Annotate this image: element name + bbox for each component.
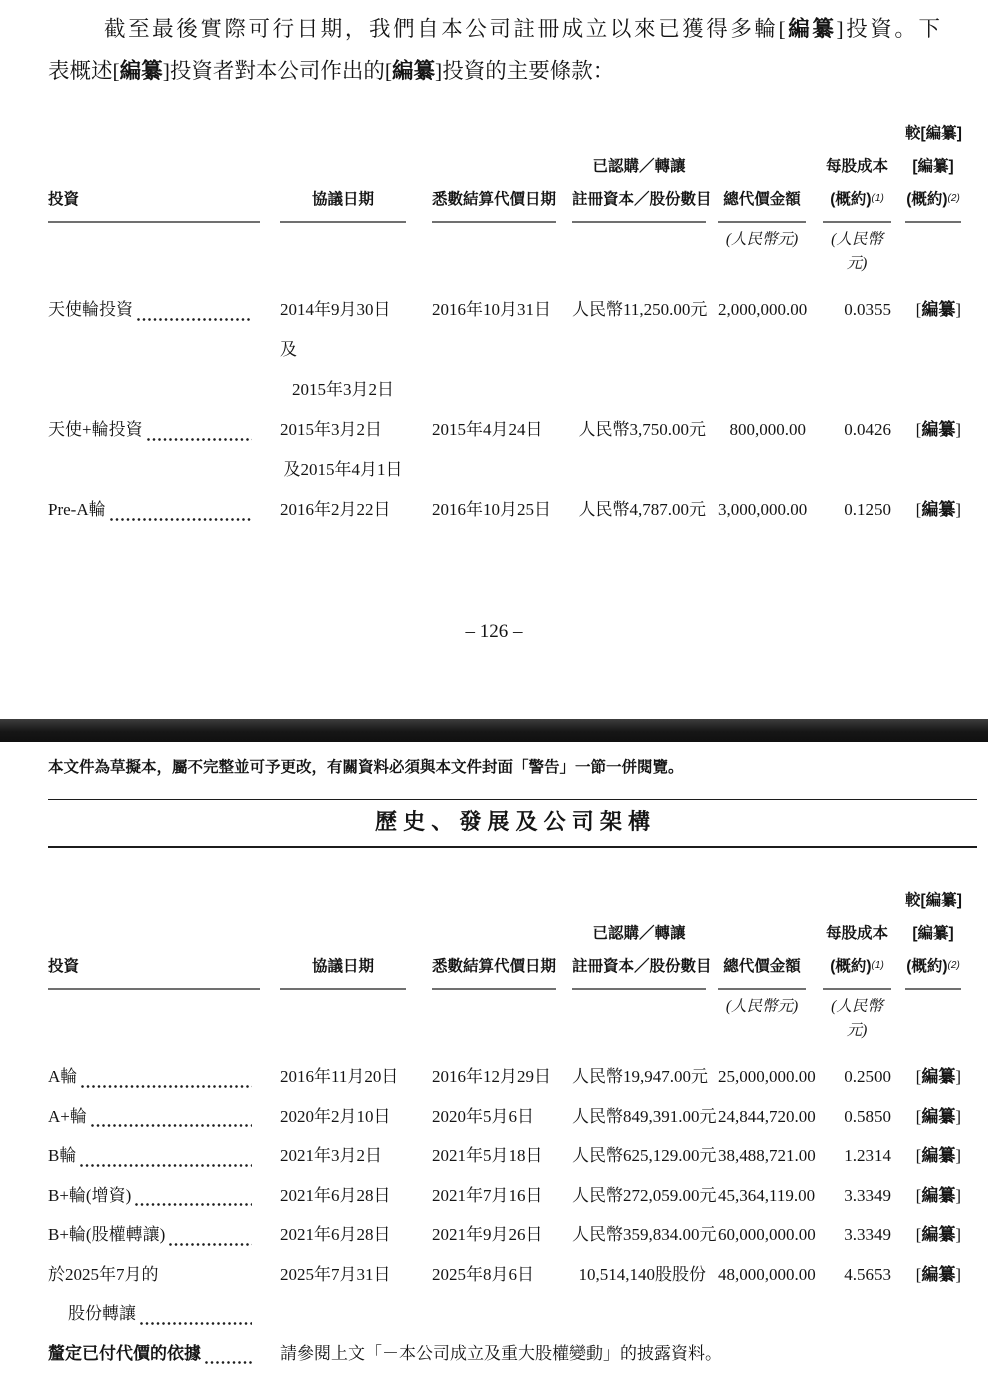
agreement-date-line: 2015年3月2日 (280, 420, 382, 439)
total-consideration-cell: 60,000,000.00 (718, 1225, 816, 1244)
column-header-line (823, 917, 891, 950)
total-consideration-cell: 25,000,000.00 (718, 1067, 816, 1086)
settlement-date-cell: 2020年5月6日 (432, 1106, 534, 1126)
column-header-total-consideration (718, 123, 806, 223)
column-header-line (905, 150, 961, 183)
total-consideration-cell: 800,000.00 (729, 420, 806, 439)
table-row (48, 490, 961, 530)
empty-unit-cell (432, 995, 556, 1019)
currency-unit-text: (人民幣元) (831, 998, 883, 1039)
agreement-date-line: 2021年6月28日 (280, 1185, 391, 1205)
empty-unit-cell (432, 228, 556, 252)
empty-unit-cell (572, 995, 706, 1019)
agreement-date-line: 2016年2月22日 (280, 500, 391, 519)
currency-unit-label (823, 995, 891, 1039)
column-header-total-consideration (718, 890, 806, 990)
column-header-agreement-date (280, 123, 406, 223)
column-header-text: 註冊資本／股份數目 (572, 191, 712, 208)
redacted-value-cell: [編纂] (915, 500, 961, 519)
agreement-date-cell (280, 1215, 406, 1255)
cost-per-share-cell: 4.5653 (844, 1264, 891, 1284)
table-body (48, 290, 961, 530)
column-header-text: 悉數結算代價日期 (432, 958, 557, 975)
currency-unit-text: (人民幣元) (725, 998, 799, 1015)
settlement-date-cell: 2021年7月16日 (432, 1185, 543, 1205)
investment-label-line (48, 1215, 260, 1255)
column-header-line (432, 183, 556, 216)
redacted-value-cell: [編纂] (915, 1146, 961, 1165)
capital-shares-cell: 人民幣359,834.00元 (572, 1225, 717, 1244)
currency-unit-text: (人民幣元) (831, 231, 883, 272)
column-header-line (823, 183, 891, 216)
settlement-date-cell: 2016年10月31日 (432, 300, 551, 319)
column-header-line (718, 183, 806, 216)
leader-dots (91, 1124, 252, 1127)
agreement-date-cell (280, 1097, 406, 1137)
table-units-row (48, 228, 961, 272)
column-header-line (823, 950, 891, 983)
column-header-line (280, 183, 406, 216)
agreement-date-cell (280, 1136, 406, 1176)
column-header-subscribed-capital (572, 890, 712, 990)
column-header-text: 協議日期 (311, 958, 374, 975)
currency-unit-text: (人民幣元) (725, 231, 799, 248)
capital-shares-cell: 人民幣19,947.00元 (572, 1067, 708, 1086)
footnote-marker: (1) (871, 193, 884, 204)
column-header-premium-redacted (905, 890, 961, 990)
total-consideration-cell: 38,488,721.00 (718, 1146, 816, 1165)
column-header-text: [編纂] (912, 158, 954, 175)
investment-label: 天使輪投資 (48, 300, 133, 319)
currency-unit-label (823, 228, 891, 272)
leader-dots (110, 518, 252, 521)
capital-shares-cell: 人民幣3,750.00元 (578, 420, 706, 439)
column-header-line (432, 950, 556, 983)
agreement-date-line: 2015年3月2日 (292, 380, 394, 399)
leader-dots (140, 1322, 252, 1325)
investment-label-line (48, 1097, 260, 1137)
column-header-text: 投資 (48, 958, 80, 975)
intro-paragraph (48, 8, 940, 92)
investment-label: 釐定已付代價的依據 (48, 1343, 201, 1363)
table-row (48, 1255, 961, 1334)
column-header-agreement-date (280, 890, 406, 990)
cost-per-share-cell: 0.0355 (844, 300, 891, 319)
redacted-value-cell: [編纂] (915, 1106, 961, 1126)
investment-cell (48, 1334, 260, 1374)
investment-label: 股份轉讓 (68, 1304, 136, 1323)
currency-unit-label (718, 995, 806, 1019)
capital-shares-cell: 人民幣849,391.00元 (572, 1106, 717, 1126)
column-header-text: 總代價金額 (723, 191, 801, 208)
investment-label: B+輪(股權轉讓) (48, 1225, 166, 1244)
column-header-line (48, 183, 260, 216)
table-units-row (48, 995, 961, 1039)
investment-label-line (48, 290, 260, 330)
investment-cell (48, 1176, 260, 1216)
table-body (48, 1057, 961, 1373)
leader-dots (80, 1164, 252, 1167)
column-header-line (823, 150, 891, 183)
column-header-text: 協議日期 (311, 191, 374, 208)
investment-label-line (48, 1136, 260, 1176)
page-number: – 126 – (465, 621, 523, 642)
column-header-text: (概約) (830, 958, 872, 975)
column-header-cost-per-share (823, 123, 891, 223)
column-header-text: 投資 (48, 191, 80, 208)
column-header-line (572, 150, 706, 183)
settlement-date-cell: 2015年4月24日 (432, 420, 543, 439)
column-header-investment (48, 890, 260, 990)
leader-dots (147, 438, 252, 441)
cost-per-share-cell: 0.0426 (844, 420, 891, 439)
page-separator-bar (0, 719, 988, 742)
column-header-cost-per-share (823, 890, 891, 990)
agreement-date-line: 2020年2月10日 (280, 1106, 391, 1126)
column-header-line (905, 950, 961, 983)
capital-shares-cell: 人民幣625,129.00元 (572, 1146, 717, 1165)
cost-per-share-cell: 0.1250 (844, 500, 891, 519)
empty-unit-cell (905, 228, 961, 252)
investment-cell (48, 1136, 260, 1176)
note-cell: 請參閱上文「－本公司成立及重大股權變動」的披露資料。 (280, 1343, 722, 1363)
investment-label: 於2025年7月的 (48, 1264, 159, 1284)
leader-dots (205, 1361, 252, 1364)
agreement-date-line: 2014年9月30日及 (280, 300, 391, 359)
column-header-text: [編纂] (912, 925, 954, 942)
agreement-date-cell (280, 490, 406, 530)
agreement-date-cell (280, 1057, 406, 1097)
investment-label: B輪 (48, 1146, 77, 1165)
column-header-line (905, 917, 961, 950)
column-header-investment (48, 123, 260, 223)
investment-label: A+輪 (48, 1106, 87, 1126)
cost-per-share-cell: 0.2500 (844, 1067, 891, 1086)
agreement-date-line: 及2015年4月1日 (283, 460, 403, 479)
column-header-settlement-date (432, 123, 556, 223)
investment-table-page2 (48, 890, 961, 1373)
investment-label-line (48, 1057, 260, 1097)
column-header-line (905, 884, 961, 917)
table-row (48, 1334, 961, 1374)
table-row (48, 1057, 961, 1097)
column-header-text: 每股成本 (825, 925, 888, 942)
investment-label-line (48, 410, 260, 450)
footnote-marker: (1) (871, 960, 884, 971)
capital-shares-cell: 人民幣272,059.00元 (572, 1185, 717, 1205)
empty-unit-cell (280, 228, 406, 252)
table-row (48, 410, 961, 490)
table-row (48, 290, 961, 410)
column-header-line (48, 950, 260, 983)
redacted-value-cell: [編纂] (915, 1264, 961, 1284)
footnote-marker: (2) (947, 193, 960, 204)
table-row (48, 1215, 961, 1255)
column-header-line (572, 183, 712, 216)
column-header-text: (概約) (830, 191, 872, 208)
table-header-row (48, 123, 961, 223)
total-consideration-cell: 2,000,000.00 (718, 300, 808, 319)
leader-dots (137, 318, 252, 321)
leader-dots (81, 1085, 252, 1088)
agreement-date-cell (280, 290, 406, 410)
settlement-date-cell: 2021年5月18日 (432, 1146, 543, 1165)
investment-label: A輪 (48, 1067, 78, 1086)
empty-unit-cell (280, 995, 406, 1019)
investment-label: Pre-A輪 (48, 500, 106, 519)
leader-dots (135, 1203, 252, 1206)
agreement-date-line: 2021年6月28日 (280, 1225, 391, 1244)
column-header-line (905, 117, 961, 150)
total-consideration-cell: 48,000,000.00 (718, 1264, 816, 1284)
investment-table-page1 (48, 123, 961, 530)
draft-disclaimer: 本文件為草擬本，屬不完整並可予更改，有關資料必須與本文件封面「警告」一節一併閱覽。 (48, 759, 684, 776)
redacted-value-cell: [編纂] (915, 300, 961, 319)
agreement-date-cell (280, 1255, 406, 1295)
settlement-date-cell: 2021年9月26日 (432, 1225, 543, 1244)
investment-label-line (48, 1255, 260, 1295)
cost-per-share-cell: 3.3349 (844, 1225, 891, 1244)
column-header-text: (概約) (906, 191, 948, 208)
capital-shares-cell: 人民幣4,787.00元 (578, 500, 706, 519)
agreement-date-cell (280, 410, 406, 490)
redacted-value-cell: [編纂] (915, 1185, 961, 1205)
column-header-text: 每股成本 (825, 158, 888, 175)
total-consideration-cell: 24,844,720.00 (718, 1106, 816, 1126)
investment-label-line (48, 490, 260, 530)
column-header-text: 總代價金額 (723, 958, 801, 975)
empty-unit-cell (48, 228, 260, 252)
empty-unit-cell (905, 995, 961, 1019)
capital-shares-cell: 10,514,140股股份 (578, 1264, 706, 1284)
settlement-date-cell: 2016年10月25日 (432, 500, 551, 519)
column-header-text: 較[編纂] (905, 125, 962, 142)
investment-cell (48, 1215, 260, 1255)
investment-cell (48, 490, 260, 530)
investment-cell (48, 410, 260, 450)
investment-cell (48, 290, 260, 330)
agreement-date-line: 2025年7月31日 (280, 1264, 391, 1284)
table-row (48, 1097, 961, 1137)
cost-per-share-cell: 3.3349 (844, 1185, 891, 1205)
column-header-line (905, 183, 961, 216)
column-header-subscribed-capital (572, 123, 712, 223)
column-header-line (572, 917, 706, 950)
leader-dots (169, 1243, 252, 1246)
column-header-settlement-date (432, 890, 556, 990)
agreement-date-line: 2021年3月2日 (280, 1146, 382, 1165)
settlement-date-cell: 2025年8月6日 (432, 1264, 534, 1284)
redacted-value-cell: [編纂] (915, 1225, 961, 1244)
column-header-text: 註冊資本／股份數目 (572, 958, 712, 975)
column-header-line (718, 950, 806, 983)
agreement-date-cell (280, 1176, 406, 1216)
capital-shares-cell: 人民幣11,250.00元 (572, 300, 708, 319)
cost-per-share-cell: 1.2314 (844, 1146, 891, 1165)
settlement-date-cell: 2016年12月29日 (432, 1067, 551, 1086)
empty-unit-cell (572, 228, 706, 252)
column-header-line (280, 950, 406, 983)
investment-cell (48, 1255, 260, 1334)
investment-label-line (48, 1176, 260, 1216)
currency-unit-label (718, 228, 806, 252)
column-header-text: 悉數結算代價日期 (432, 191, 557, 208)
investment-label: 天使+輪投資 (48, 420, 143, 439)
investment-label-line (48, 1334, 260, 1374)
total-consideration-cell: 45,364,119.00 (718, 1185, 816, 1205)
column-header-text: 已認購／轉讓 (592, 925, 686, 942)
table-row (48, 1176, 961, 1216)
investment-label: B+輪(增資) (48, 1185, 132, 1205)
column-header-premium-redacted (905, 123, 961, 223)
column-header-text: (概約) (906, 958, 948, 975)
column-header-text: 較[編纂] (905, 892, 962, 909)
total-consideration-cell: 3,000,000.00 (718, 500, 808, 519)
intro-line-2: 表概述[編纂]投資者對本公司作出的[編纂]投資的主要條款： (48, 59, 615, 83)
column-header-text: 已認購／轉讓 (592, 158, 686, 175)
redacted-value-cell: [編纂] (915, 1067, 961, 1086)
cost-per-share-cell: 0.5850 (844, 1106, 891, 1126)
investment-label-line (48, 1294, 260, 1334)
agreement-date-line: 2016年11月20日 (280, 1067, 399, 1086)
investment-cell (48, 1097, 260, 1137)
table-header-row (48, 890, 961, 990)
empty-unit-cell (48, 995, 260, 1019)
section-title: 歷 史 、 發 展 及 公 司 架 構 (48, 799, 977, 848)
redacted-value-cell: [編纂] (915, 420, 961, 439)
intro-line-1: 截至最後實際可行日期，我們自本公司註冊成立以來已獲得多輪[編纂]投資。下 (104, 17, 940, 41)
footnote-marker: (2) (947, 960, 960, 971)
table-row (48, 1136, 961, 1176)
column-header-line (572, 950, 712, 983)
investment-cell (48, 1057, 260, 1097)
